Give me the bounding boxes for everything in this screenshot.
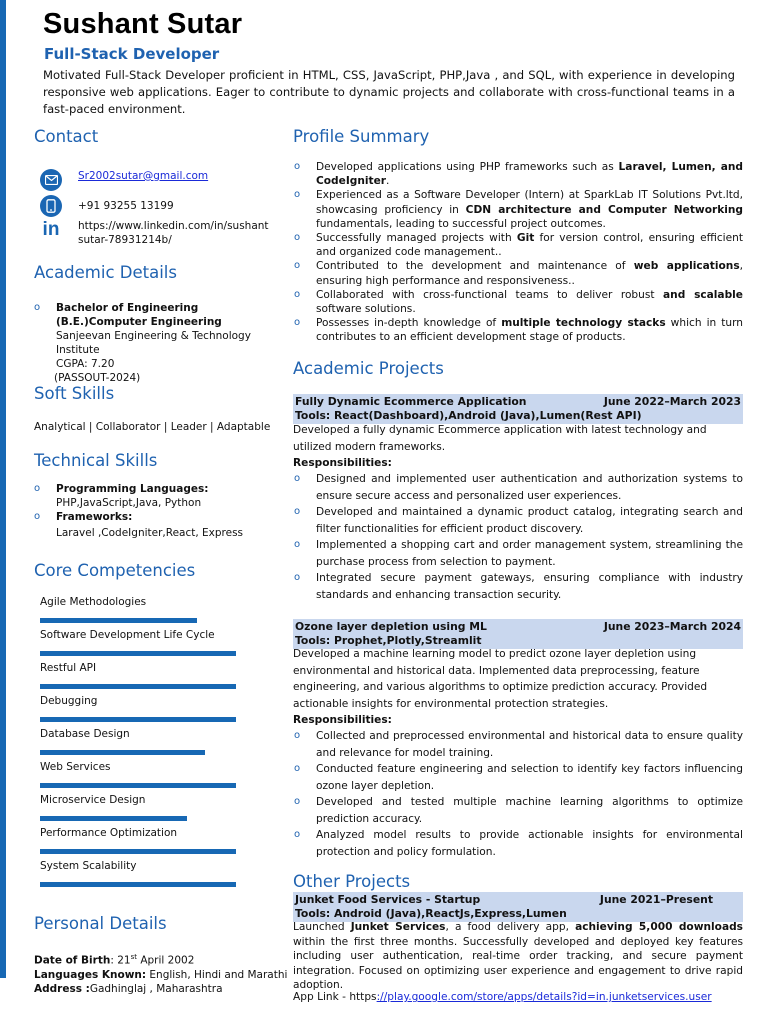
profile-summary-item: o Successfully managed projects with Git for version control, ensuring efficient and organized code management.. <box>293 231 743 259</box>
competency-label: System Scalability <box>40 860 137 872</box>
technical-skills-list <box>34 482 274 540</box>
profile-summary-list <box>293 160 743 345</box>
responsibility-item: o Analyzed model results to provide actionable insights for environmental protection and policy formulation. <box>293 827 743 860</box>
competency-label: Performance Optimization <box>40 827 178 839</box>
project2-tools: Tools: Prophet,Plotly,Streamlit <box>295 634 482 647</box>
contact-heading: Contact <box>34 127 99 146</box>
competency-level-bar <box>40 684 236 689</box>
competency-level-bar <box>40 750 205 755</box>
linkedin-url[interactable]: https://www.linkedin.com/in/sushant sutar-78931214b/ <box>78 220 269 246</box>
skill-item: o Frameworks: Laravel ,CodeIgniter,React, Express <box>34 510 274 540</box>
other-project-header <box>293 892 743 922</box>
header-summary: Motivated Full-Stack Developer proficient in HTML, CSS, JavaScript, PHP,Java , and SQL, with experience in developing responsive web applications. Eager to contribute to dynamic projects and collaborate with cross-functional teams in a fast-paced environment. <box>43 68 735 116</box>
competency-level-bar <box>40 618 197 623</box>
profile-summary-item: o Possesses in-depth knowledge of multiple technology stacks which in turn contributes to an efficient development stage of products. <box>293 316 743 344</box>
personal-heading: Personal Details <box>34 914 167 933</box>
project1-body <box>293 422 743 472</box>
email-link[interactable]: Sr2002sutar@gmail.com <box>78 170 209 182</box>
candidate-name: Sushant Sutar <box>43 8 243 40</box>
project1-header <box>293 394 743 424</box>
project2-resp-label: Responsibilities: <box>293 714 392 726</box>
competency-label: Agile Methodologies <box>40 596 147 608</box>
project2-dates: June 2023–March 2024 <box>603 620 741 633</box>
competency-level-bar <box>40 717 236 722</box>
project1-desc: Developed a fully dynamic Ecommerce application with latest technology and utilized modern frameworks. <box>293 424 707 453</box>
other-projects-heading: Other Projects <box>293 872 411 891</box>
contact-phone-row <box>40 195 268 217</box>
candidate-role: Full-Stack Developer <box>44 45 220 63</box>
other-project-tools: Tools: Android (Java),ReactJs,Express,Lumen <box>295 907 567 920</box>
dob-line: Date of Birth: 21st April 2002 <box>34 953 195 967</box>
competency-label: Database Design <box>40 728 130 740</box>
address-line: Address :Gadhinglaj , Maharashtra <box>34 982 223 995</box>
core-competencies-heading: Core Competencies <box>34 561 196 580</box>
competency-level-bar <box>40 816 187 821</box>
profile-summary-item: o Developed applications using PHP frameworks such as Laravel, Lumen, and CodeIgniter. <box>293 160 743 188</box>
phone-icon <box>40 195 62 217</box>
responsibility-item: o Developed and maintained a dynamic product catalog, integrating search and filter functionalities for efficient product discovery. <box>293 504 743 537</box>
project2-responsibilities <box>293 728 743 860</box>
left-accent-bar <box>0 0 6 978</box>
technical-skills-heading: Technical Skills <box>34 451 158 470</box>
project2-name: Ozone layer depletion using ML <box>295 620 487 633</box>
competency-label: Web Services <box>40 761 111 773</box>
project1-tools: Tools: React(Dashboard),Android (Java),Lumen(Rest API) <box>295 409 642 422</box>
project2-body <box>293 646 743 729</box>
degree: o Bachelor of Engineering (B.E.)Computer Engineering <box>56 302 222 328</box>
responsibility-item: o Collected and preprocessed environmental and historical data to ensure quality and relevance for model training. <box>293 728 743 761</box>
passout: (PASSOUT-2024) <box>54 372 141 384</box>
email-icon <box>40 169 62 191</box>
soft-skills-heading: Soft Skills <box>34 384 115 403</box>
project1-name: Fully Dynamic Ecommerce Application <box>295 395 527 408</box>
academic-item <box>34 301 264 385</box>
profile-summary-item: o Contributed to the development and maintenance of web applications, ensuring high performance and responsiveness.. <box>293 259 743 287</box>
profile-summary-heading: Profile Summary <box>293 127 430 146</box>
cgpa: CGPA: 7.20 <box>56 358 115 370</box>
responsibility-item: o Implemented a shopping cart and order management system, streamlining the purchase process from selection to payment. <box>293 537 743 570</box>
competency-level-bar <box>40 882 236 887</box>
competency-label: Software Development Life Cycle <box>40 629 215 641</box>
skill-item: o Programming Languages: PHP,JavaScript,Java, Python <box>34 482 274 510</box>
project1-resp-label: Responsibilities: <box>293 457 392 469</box>
responsibility-item: o Conducted feature engineering and selection to identify key factors influencing ozone layer depletion. <box>293 761 743 794</box>
linkedin-icon: in <box>42 219 60 240</box>
other-project-dates: June 2021–Present <box>599 893 713 906</box>
languages-line: Languages Known: English, Hindi and Marathi <box>34 968 288 981</box>
other-project-desc: Launched Junket Services, a food delivery app, achieving 5,000 downloads within the first three months. Successfully developed and deployed key features including user authentication, real-time order tracking, and secure payment integration. Focused on optimizing user experience and engagement to drive rapid adoption. <box>293 921 743 991</box>
app-link-line: App Link - https://play.google.com/store/apps/details?id=in.junketservices.user <box>293 991 712 1003</box>
contact-linkedin-row <box>40 219 268 247</box>
responsibility-item: o Designed and implemented user authentication and authorization systems to ensure secure access and personalized user experiences. <box>293 471 743 504</box>
academic-list <box>34 301 264 385</box>
contact-email-row <box>40 169 268 191</box>
academic-heading: Academic Details <box>34 263 177 282</box>
responsibility-item: o Integrated secure payment gateways, ensuring compliance with industry standards and enhancing transaction security. <box>293 570 743 603</box>
profile-summary-item: o Experienced as a Software Developer (Intern) at SparkLab IT Solutions Pvt.ltd, showcasing proficiency in CDN architecture and Computer Networking fundamentals, leading to successful project outcomes. <box>293 188 743 231</box>
personal-details <box>34 950 294 996</box>
project2-desc: Developed a machine learning model to predict ozone layer depletion using environmental and historical data. Implemented data preprocessing, feature engineering, and various algorithms to optimize prediction accuracy. Provided actionable insights for environmental protection strategies. <box>293 648 708 710</box>
app-link[interactable]: ://play.google.com/store/apps/details?id=in.junketservices.user <box>376 991 712 1003</box>
project2-header <box>293 619 743 649</box>
project1-dates: June 2022–March 2023 <box>603 395 741 408</box>
competency-level-bar <box>40 651 236 656</box>
responsibility-item: o Developed and tested multiple machine learning algorithms to optimize prediction accuracy. <box>293 794 743 827</box>
competency-label: Microservice Design <box>40 794 146 806</box>
academic-projects-heading: Academic Projects <box>293 359 444 378</box>
competency-level-bar <box>40 849 236 854</box>
soft-skills-text: Analytical | Collaborator | Leader | Adaptable <box>34 421 271 433</box>
project1-responsibilities <box>293 471 743 603</box>
college: Sanjeevan Engineering & Technology Institute <box>56 330 251 356</box>
other-project-name: Junket Food Services - Startup <box>295 893 481 906</box>
competency-level-bar <box>40 783 236 788</box>
profile-summary-item: o Collaborated with cross-functional teams to deliver robust and scalable software solutions. <box>293 288 743 316</box>
competency-label: Debugging <box>40 695 98 707</box>
phone-number: +91 93255 13199 <box>78 200 174 212</box>
competency-label: Restful API <box>40 662 97 674</box>
